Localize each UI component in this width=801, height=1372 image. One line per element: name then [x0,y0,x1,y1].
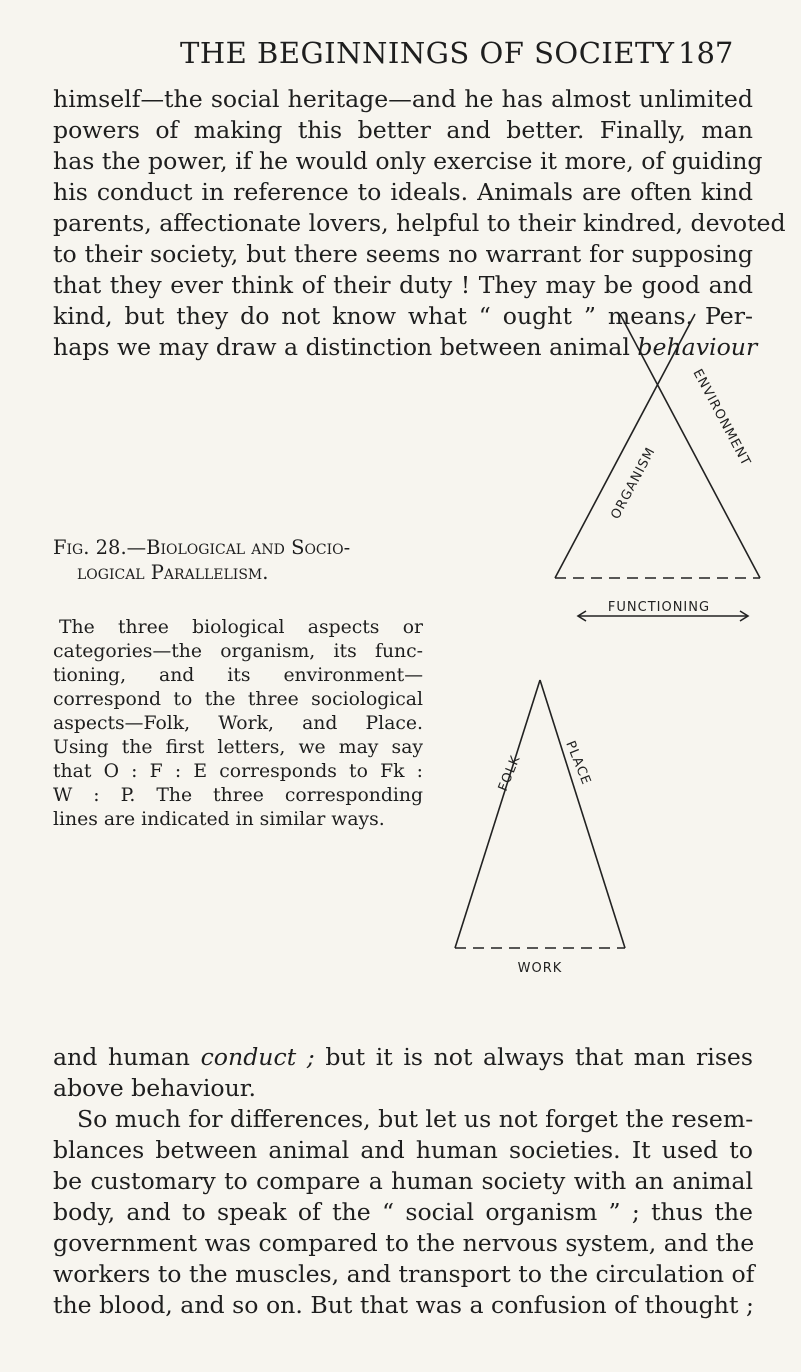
text-line: government was compared to the nervous system, and the [53,1229,755,1257]
text-line: parents, affectionate lovers, helpful to their kindred, devoted [53,209,786,237]
text-line: that they ever think of their duty ! They may be good and [53,271,753,299]
caption-title-line: logical Parallelism. [77,561,269,584]
caption-line: aspects—Folk, Work, and Place. [53,713,423,734]
text-line: his conduct in reference to ideals. Animals are often kind [53,178,753,206]
caption-line: tioning, and its environment— [53,665,423,686]
caption-title-line: Fig. 28.—Biological and Socio- [53,536,351,559]
text-line-italic-ending: haps we may draw a distinction between animal behaviour [53,333,758,361]
running-header [0,36,801,76]
text-line: the blood, and so on. But that was a confusion of thought ; [53,1291,754,1319]
functioning-label: FUNCTIONING [607,600,711,615]
text-line: above behaviour. [53,1074,256,1102]
environment-label: ENVIRONMENT [689,366,754,470]
folk-side [455,680,540,948]
caption-line: W : P. The three corresponding [53,785,423,806]
running-title: THE BEGINNINGS OF SOCIETY [180,36,675,70]
organism-label: ORGANISM [608,444,659,522]
page-number: 187 [678,36,734,70]
text-line: has the power, if he would only exercise it more, of guiding [53,147,763,175]
text-line: kind, but they do not know what “ ought ” means. Per- [53,302,753,330]
caption-line: that O : F : E corresponds to Fk : [53,761,423,782]
caption-line: correspond to the three sociological [53,689,423,710]
place-label: PLACE [562,738,594,788]
work-label: WORK [517,961,563,976]
place-side [540,680,625,948]
parallelism-diagram [440,310,770,1000]
organism-side [555,314,695,578]
text-line: powers of making this better and better. Finally, man [53,116,753,144]
caption-line: lines are indicated in similar ways. [53,809,385,830]
text-line: to their society, but there seems no warrant for supposing [53,240,753,268]
text-line: be customary to compare a human society with an animal [53,1167,753,1195]
italic-term: behaviour [637,333,758,361]
folk-label: FOLK [495,753,524,794]
caption-line: The three biological aspects or [59,617,423,638]
text-line: body, and to speak of the “ social organism ” ; thus the [53,1198,753,1226]
text-line: and human conduct ; but it is not always that man rises [53,1043,753,1071]
text-line: workers to the muscles, and transport to the circulation of [53,1260,755,1288]
text-line: blances between animal and human societies. It used to [53,1136,753,1164]
bottom-triangle [455,680,625,948]
top-triangle [555,314,760,621]
figure-caption-body [53,616,423,832]
text-line: So much for differences, but let us not forget the resem- [77,1105,754,1133]
figure-caption-title [53,535,425,585]
caption-line: categories—the organism, its func- [53,641,423,662]
paragraph-2 [53,1042,753,1321]
caption-line: Using the first letters, we may say [53,737,423,758]
text-line: himself—the social heritage—and he has almost unlimited [53,85,753,113]
italic-term: conduct ; [200,1043,315,1071]
